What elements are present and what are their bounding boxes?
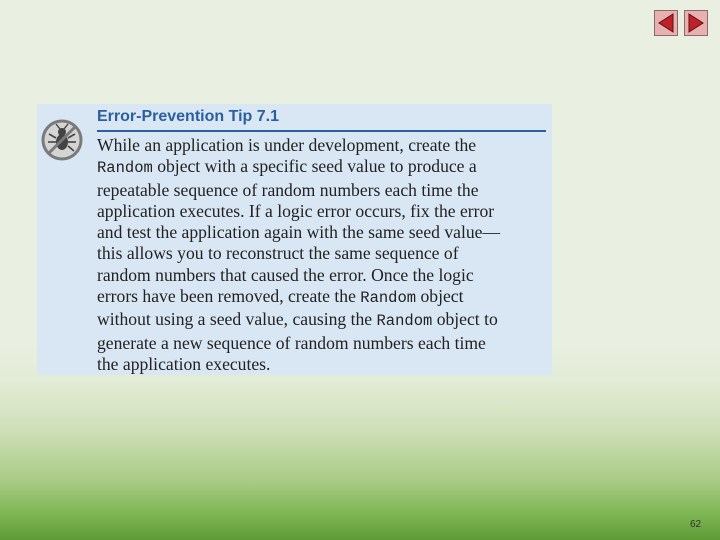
tip-content: [97, 107, 546, 375]
tip-body-line: [97, 265, 546, 286]
triangle-left-icon: [657, 13, 675, 33]
tip-text: random numbers that caused the error. Once the logic: [97, 264, 474, 285]
tip-body-line: [97, 180, 546, 201]
code-term: Random: [97, 159, 153, 178]
tip-body-line: [97, 354, 546, 375]
previous-slide-button[interactable]: [654, 10, 678, 36]
bug-prohibited-icon: [40, 118, 84, 162]
tip-body-line: [97, 286, 546, 309]
tip-body-line: [97, 135, 546, 156]
tip-text: object to: [432, 309, 498, 330]
tip-body-line: [97, 243, 546, 264]
code-term: Random: [376, 312, 433, 331]
tip-text: object with a specific seed value to produce a: [152, 156, 477, 177]
tip-text: object: [416, 286, 464, 307]
error-prevention-tip-box: [37, 104, 552, 375]
page-number: 62: [690, 519, 702, 530]
tip-text: repeatable sequence of random numbers each time the: [97, 179, 479, 200]
tip-body-line: [97, 201, 546, 222]
tip-body-line: [97, 309, 546, 332]
tip-title: Error-Prevention Tip 7.1: [97, 107, 546, 132]
tip-icon-cell: [37, 114, 87, 166]
tip-body-line: [97, 156, 546, 179]
tip-text: the application executes.: [97, 353, 271, 374]
tip-body-line: [97, 333, 546, 354]
tip-text: without using a seed value, causing the: [97, 309, 377, 330]
tip-text: application executes. If a logic error occurs, fix the error: [97, 200, 495, 221]
tip-body: [97, 135, 546, 375]
tip-body-line: [97, 222, 546, 243]
triangle-right-icon: [687, 13, 705, 33]
tip-text: While an application is under development, create the: [97, 135, 477, 155]
tip-text: errors have been removed, create the: [97, 286, 361, 307]
next-slide-button[interactable]: [684, 10, 708, 36]
tip-text: and test the application again with the same seed value—: [97, 222, 501, 243]
tip-text: generate a new sequence of random numbers each time: [97, 332, 486, 353]
tip-text: this allows you to reconstruct the same sequence of: [97, 243, 459, 264]
code-term: Random: [360, 289, 417, 308]
